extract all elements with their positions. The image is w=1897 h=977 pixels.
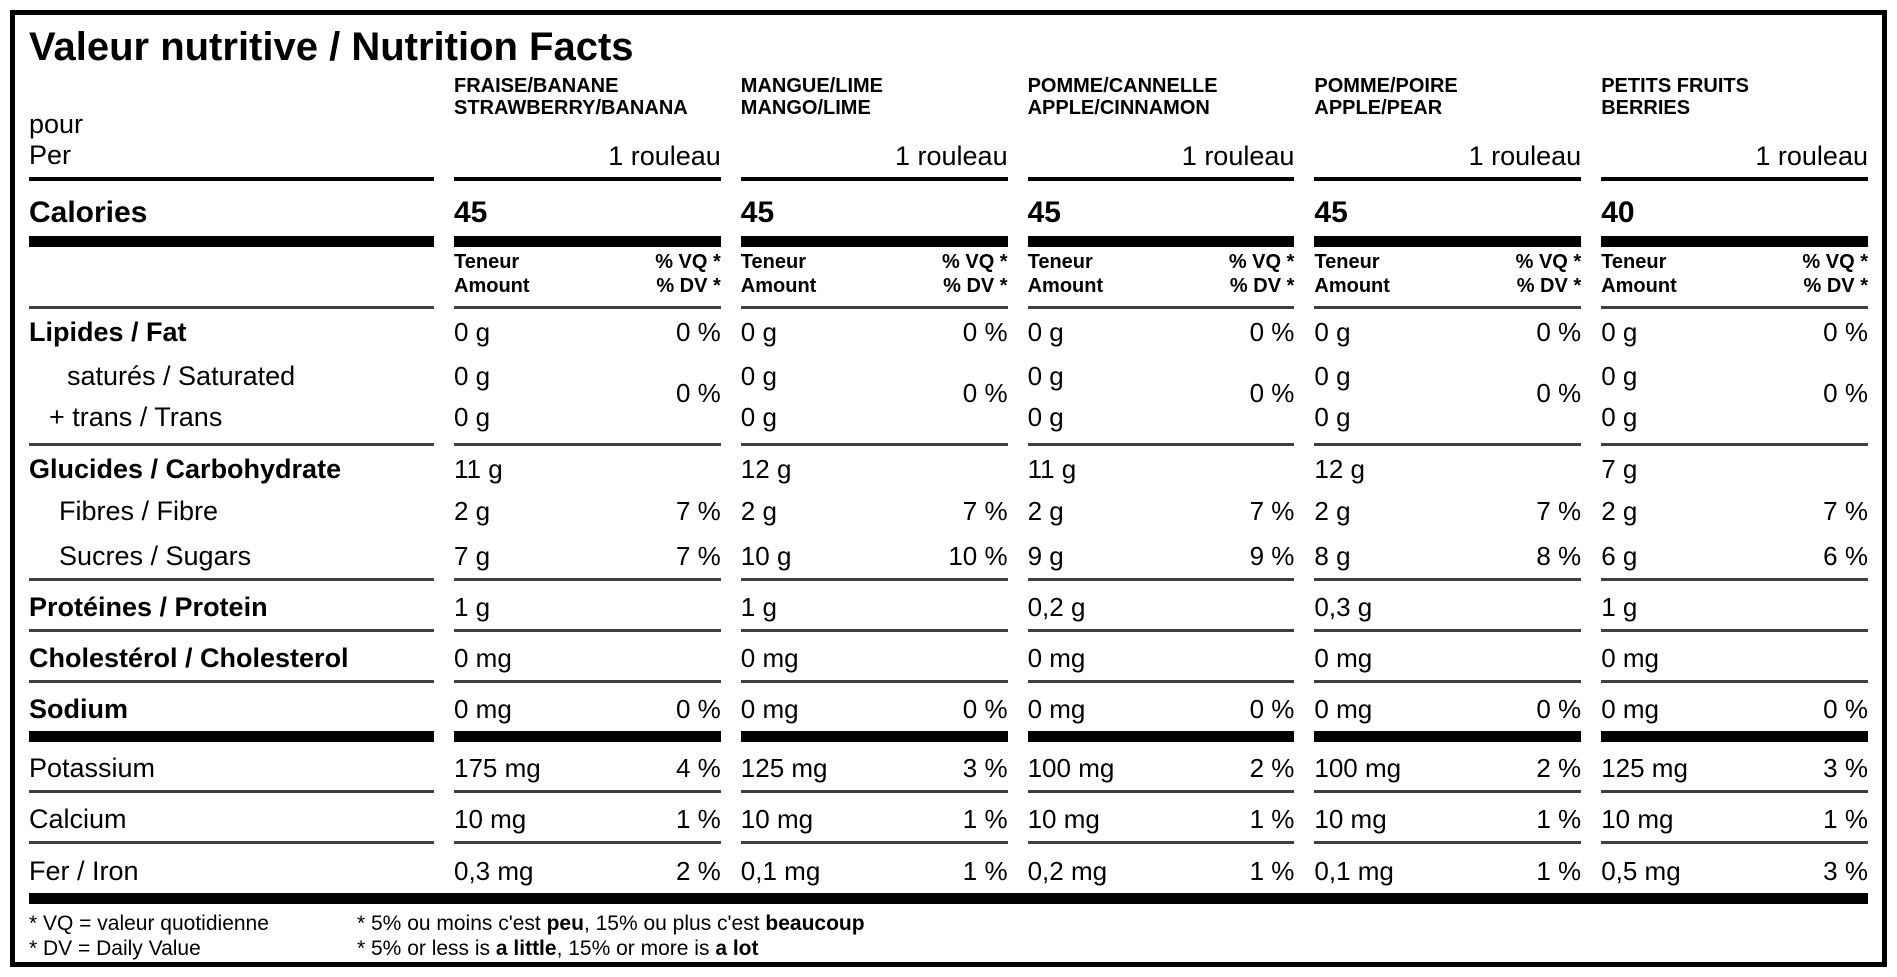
fibre-amount: 2 g <box>454 496 491 526</box>
footnote-dv-definition: * DV = Daily Value <box>29 937 201 960</box>
nutrient-label-fat: Lipides / Fat <box>29 317 187 347</box>
iron-amount: 0,2 mg <box>1027 856 1108 886</box>
potassium-cell <box>1314 742 1581 793</box>
iron-dv: 1 % <box>1536 856 1582 886</box>
calcium-dv: 1 % <box>1823 804 1868 834</box>
carbohydrate-cell <box>454 446 721 491</box>
amount-header-spacer <box>29 247 434 309</box>
row-potassium <box>29 742 1868 793</box>
sodium-amount: 0 mg <box>1027 694 1086 724</box>
cholesterol-amount: 0 mg <box>454 643 512 673</box>
protein-amount: 0,2 g <box>1027 592 1086 622</box>
saturated-trans-dv: 0 % <box>1536 377 1582 408</box>
calcium-cell <box>741 793 1008 844</box>
calories-value: 45 <box>740 196 775 229</box>
fat-cell <box>741 309 1008 354</box>
flavor-name: POMME/CANNELLE APPLE/CINNAMON <box>1027 75 1218 119</box>
flavor-header <box>454 73 721 181</box>
nutrient-label-carbohydrate: Glucides / Carbohydrate <box>29 454 342 484</box>
cholesterol-amount: 0 mg <box>1601 643 1659 673</box>
per-label <box>29 73 434 181</box>
footnotes <box>29 904 1868 961</box>
nutrient-label-saturated: saturés / Saturated <box>67 361 296 391</box>
flavor-name: MANGUE/LIME MANGO/LIME <box>740 75 884 119</box>
fat-amount: 0 g <box>1027 317 1064 347</box>
iron-amount: 0,5 mg <box>1601 856 1681 886</box>
protein-cell <box>1028 581 1295 632</box>
potassium-dv: 2 % <box>1249 753 1295 783</box>
per-label-en: Per <box>29 140 72 170</box>
cholesterol-cell <box>741 632 1008 683</box>
fat-cell <box>454 309 721 354</box>
sugars-cell <box>1601 533 1868 581</box>
saturated-trans-cell <box>1601 354 1868 446</box>
serving-size: 1 rouleau <box>895 141 1008 171</box>
nutrient-label-trans: + trans / Trans <box>49 402 223 432</box>
fat-cell <box>1601 309 1868 354</box>
calories-value: 45 <box>1027 196 1061 229</box>
iron-dv: 1 % <box>962 856 1008 886</box>
fibre-dv: 7 % <box>1249 496 1295 526</box>
fibre-cell <box>1314 491 1581 533</box>
saturated-amount: 0 g <box>454 361 491 391</box>
fibre-amount: 2 g <box>1601 496 1638 526</box>
amount-header-cell: Teneur Amount % VQ * % DV * <box>1601 247 1868 309</box>
fibre-amount: 2 g <box>1027 496 1064 526</box>
sugars-dv: 10 % <box>948 541 1008 571</box>
protein-cell <box>454 581 721 632</box>
fibre-amount: 2 g <box>740 496 777 526</box>
calcium-amount: 10 mg <box>1314 804 1387 834</box>
iron-amount: 0,3 mg <box>454 856 534 886</box>
nutrient-label-potassium: Potassium <box>29 742 434 793</box>
fibre-cell <box>454 491 721 533</box>
fat-dv: 0 % <box>675 317 721 347</box>
sugars-cell <box>1028 533 1295 581</box>
nutrient-label-calcium: Calcium <box>29 793 434 844</box>
sugars-dv: 9 % <box>1249 541 1295 571</box>
fibre-dv: 7 % <box>1536 496 1582 526</box>
sodium-amount: 0 mg <box>1601 694 1659 724</box>
fat-amount: 0 g <box>1314 317 1351 347</box>
row-carbohydrate <box>29 446 1868 491</box>
potassium-dv: 2 % <box>1536 753 1582 783</box>
fibre-dv: 7 % <box>962 496 1008 526</box>
cholesterol-cell <box>1028 632 1295 683</box>
calcium-amount: 10 mg <box>454 804 527 834</box>
sodium-dv: 0 % <box>1536 694 1582 724</box>
serving-size: 1 rouleau <box>1755 141 1868 171</box>
iron-amount: 0,1 mg <box>740 856 821 886</box>
potassium-dv: 3 % <box>1823 753 1868 783</box>
fat-cell <box>1028 309 1295 354</box>
fat-amount: 0 g <box>740 317 777 347</box>
carbohydrate-amount: 12 g <box>740 454 792 484</box>
amount-header-row <box>29 247 1868 309</box>
sugars-amount: 7 g <box>454 541 491 571</box>
protein-amount: 1 g <box>1601 592 1638 622</box>
serving-size: 1 rouleau <box>1468 141 1582 171</box>
calcium-cell <box>1028 793 1295 844</box>
sodium-dv: 0 % <box>1249 694 1295 724</box>
header-row <box>29 73 1868 181</box>
serving-size: 1 rouleau <box>608 141 721 171</box>
potassium-cell <box>1028 742 1295 793</box>
fibre-amount: 2 g <box>1314 496 1351 526</box>
nutrient-label-sodium: Sodium <box>29 683 434 742</box>
bottom-separator-bar <box>29 893 1868 904</box>
trans-amount: 0 g <box>1027 402 1064 432</box>
calories-value: 45 <box>1314 196 1348 229</box>
trans-amount: 0 g <box>740 402 777 432</box>
footnote-fr-note: * 5% ou moins c'est peu, 15% ou plus c'est beaucoup <box>357 912 865 935</box>
flavor-header <box>741 73 1008 181</box>
nutrient-label-cholesterol: Cholestérol / Cholesterol <box>29 632 434 683</box>
carbohydrate-cell <box>741 446 1008 491</box>
sodium-amount: 0 mg <box>740 694 799 724</box>
calcium-dv: 1 % <box>1249 804 1295 834</box>
row-fibre <box>29 491 1868 533</box>
row-cholesterol <box>29 632 1868 683</box>
protein-amount: 1 g <box>740 592 777 622</box>
footnote-en-note: * 5% or less is a little, 15% or more is a lot <box>357 937 759 960</box>
iron-cell <box>741 844 1008 893</box>
iron-cell <box>454 844 721 893</box>
flavor-header <box>1314 73 1581 181</box>
saturated-trans-dv: 0 % <box>962 377 1008 408</box>
sugars-dv: 6 % <box>1823 541 1868 571</box>
saturated-trans-cell <box>454 354 721 446</box>
page-title: Valeur nutritive / Nutrition Facts <box>29 25 634 69</box>
calories-row <box>29 181 1868 247</box>
saturated-amount: 0 g <box>1027 361 1064 391</box>
sodium-cell <box>741 683 1008 742</box>
protein-amount: 0,3 g <box>1314 592 1373 622</box>
sugars-amount: 9 g <box>1027 541 1064 571</box>
carbohydrate-cell <box>1601 446 1868 491</box>
nutrition-facts-label <box>10 10 1887 967</box>
carbohydrate-cell <box>1028 446 1295 491</box>
iron-dv: 3 % <box>1823 856 1868 886</box>
fibre-cell <box>741 491 1008 533</box>
sugars-amount: 6 g <box>1601 541 1638 571</box>
fat-cell <box>1314 309 1581 354</box>
footnote-vq-definition: * VQ = valeur quotidienne <box>29 912 269 935</box>
sodium-cell <box>1601 683 1868 742</box>
row-sugars <box>29 533 1868 581</box>
flavor-header <box>1601 73 1868 181</box>
cholesterol-cell <box>454 632 721 683</box>
sugars-amount: 10 g <box>740 541 792 571</box>
carbohydrate-amount: 7 g <box>1601 454 1638 484</box>
fat-dv: 0 % <box>1249 317 1295 347</box>
iron-dv: 1 % <box>1249 856 1295 886</box>
iron-dv: 2 % <box>675 856 721 886</box>
row-fat <box>29 309 1868 354</box>
calcium-amount: 10 mg <box>740 804 814 834</box>
sugars-dv: 7 % <box>675 541 721 571</box>
trans-amount: 0 g <box>454 402 491 432</box>
flavor-header <box>1028 73 1295 181</box>
per-label-fr: pour <box>29 109 84 139</box>
fibre-dv: 7 % <box>1823 496 1868 526</box>
potassium-amount: 125 mg <box>1601 753 1688 783</box>
nutrient-label-protein: Protéines / Protein <box>29 581 434 632</box>
sodium-dv: 0 % <box>1823 694 1868 724</box>
flavor-name: FRAISE/BANANE STRAWBERRY/BANANA <box>454 75 688 119</box>
trans-amount: 0 g <box>1314 402 1351 432</box>
fibre-dv: 7 % <box>675 496 721 526</box>
sugars-cell <box>1314 533 1581 581</box>
amount-header-cell: Teneur Amount % VQ * % DV * <box>1028 247 1295 309</box>
calcium-cell <box>454 793 721 844</box>
calories-cell <box>1028 181 1295 247</box>
nutrient-label-fibre: Fibres / Fibre <box>59 496 219 526</box>
serving-size: 1 rouleau <box>1181 141 1295 171</box>
saturated-trans-cell <box>1028 354 1295 446</box>
fat-amount: 0 g <box>1601 317 1638 347</box>
flavor-name: POMME/POIRE APPLE/PEAR <box>1314 75 1458 119</box>
amount-header-cell: Teneur Amount % VQ * % DV * <box>1314 247 1581 309</box>
saturated-trans-dv: 0 % <box>675 377 721 408</box>
fibre-cell <box>1601 491 1868 533</box>
sodium-amount: 0 mg <box>454 694 512 724</box>
fibre-cell <box>1028 491 1295 533</box>
cholesterol-amount: 0 mg <box>740 643 799 673</box>
iron-cell <box>1314 844 1581 893</box>
nutrient-label-iron: Fer / Iron <box>29 856 139 886</box>
saturated-trans-cell <box>741 354 1008 446</box>
calcium-dv: 1 % <box>1536 804 1582 834</box>
saturated-amount: 0 g <box>1601 361 1638 391</box>
cholesterol-cell <box>1601 632 1868 683</box>
sugars-dv: 8 % <box>1536 541 1582 571</box>
saturated-trans-dv: 0 % <box>1823 377 1868 408</box>
calcium-dv: 1 % <box>675 804 721 834</box>
calcium-amount: 10 mg <box>1601 804 1674 834</box>
calories-value: 40 <box>1601 196 1635 229</box>
sugars-cell <box>454 533 721 581</box>
sodium-amount: 0 mg <box>1314 694 1373 724</box>
fat-dv: 0 % <box>962 317 1008 347</box>
potassium-dv: 4 % <box>675 753 721 783</box>
amount-header-cell: Teneur Amount % VQ * % DV * <box>741 247 1008 309</box>
potassium-amount: 125 mg <box>740 753 828 783</box>
sodium-cell <box>1028 683 1295 742</box>
potassium-cell <box>741 742 1008 793</box>
protein-cell <box>1601 581 1868 632</box>
calories-cell <box>1601 181 1868 247</box>
carbohydrate-amount: 12 g <box>1314 454 1365 484</box>
row-saturated-trans <box>29 354 1868 446</box>
carbohydrate-amount: 11 g <box>454 454 503 484</box>
potassium-amount: 100 mg <box>1027 753 1115 783</box>
protein-amount: 1 g <box>454 592 491 622</box>
calcium-cell <box>1314 793 1581 844</box>
sodium-dv: 0 % <box>675 694 721 724</box>
potassium-cell <box>454 742 721 793</box>
row-calcium <box>29 793 1868 844</box>
iron-amount: 0,1 mg <box>1314 856 1394 886</box>
saturated-amount: 0 g <box>740 361 777 391</box>
calories-label: Calories <box>29 181 434 247</box>
calcium-cell <box>1601 793 1868 844</box>
saturated-trans-dv: 0 % <box>1249 377 1295 408</box>
sugars-cell <box>741 533 1008 581</box>
potassium-dv: 3 % <box>962 753 1008 783</box>
iron-cell <box>1028 844 1295 893</box>
saturated-trans-cell <box>1314 354 1581 446</box>
calories-cell <box>741 181 1008 247</box>
sodium-dv: 0 % <box>962 694 1008 724</box>
nutrient-label-saturated-trans <box>29 354 434 446</box>
saturated-amount: 0 g <box>1314 361 1351 391</box>
fat-amount: 0 g <box>454 317 491 347</box>
cholesterol-amount: 0 mg <box>1314 643 1373 673</box>
row-iron <box>29 844 1868 893</box>
amount-header-cell: Teneur Amount % VQ * % DV * <box>454 247 721 309</box>
calories-cell <box>1314 181 1581 247</box>
calcium-amount: 10 mg <box>1027 804 1100 834</box>
cholesterol-amount: 0 mg <box>1027 643 1086 673</box>
fat-dv: 0 % <box>1823 317 1868 347</box>
row-protein <box>29 581 1868 632</box>
fat-dv: 0 % <box>1536 317 1582 347</box>
potassium-amount: 175 mg <box>454 753 541 783</box>
carbohydrate-cell <box>1314 446 1581 491</box>
row-sodium <box>29 683 1868 742</box>
cholesterol-cell <box>1314 632 1581 683</box>
potassium-amount: 100 mg <box>1314 753 1402 783</box>
sugars-amount: 8 g <box>1314 541 1351 571</box>
calories-cell <box>454 181 721 247</box>
carbohydrate-amount: 11 g <box>1027 454 1077 484</box>
protein-cell <box>1314 581 1581 632</box>
nutrient-label-sugars: Sucres / Sugars <box>29 533 434 581</box>
calcium-dv: 1 % <box>962 804 1008 834</box>
calories-value: 45 <box>454 196 488 229</box>
protein-cell <box>741 581 1008 632</box>
sodium-cell <box>1314 683 1581 742</box>
flavor-name: PETITS FRUITS BERRIES <box>1601 75 1749 119</box>
potassium-cell <box>1601 742 1868 793</box>
trans-amount: 0 g <box>1601 402 1638 432</box>
iron-cell <box>1601 844 1868 893</box>
sodium-cell <box>454 683 721 742</box>
